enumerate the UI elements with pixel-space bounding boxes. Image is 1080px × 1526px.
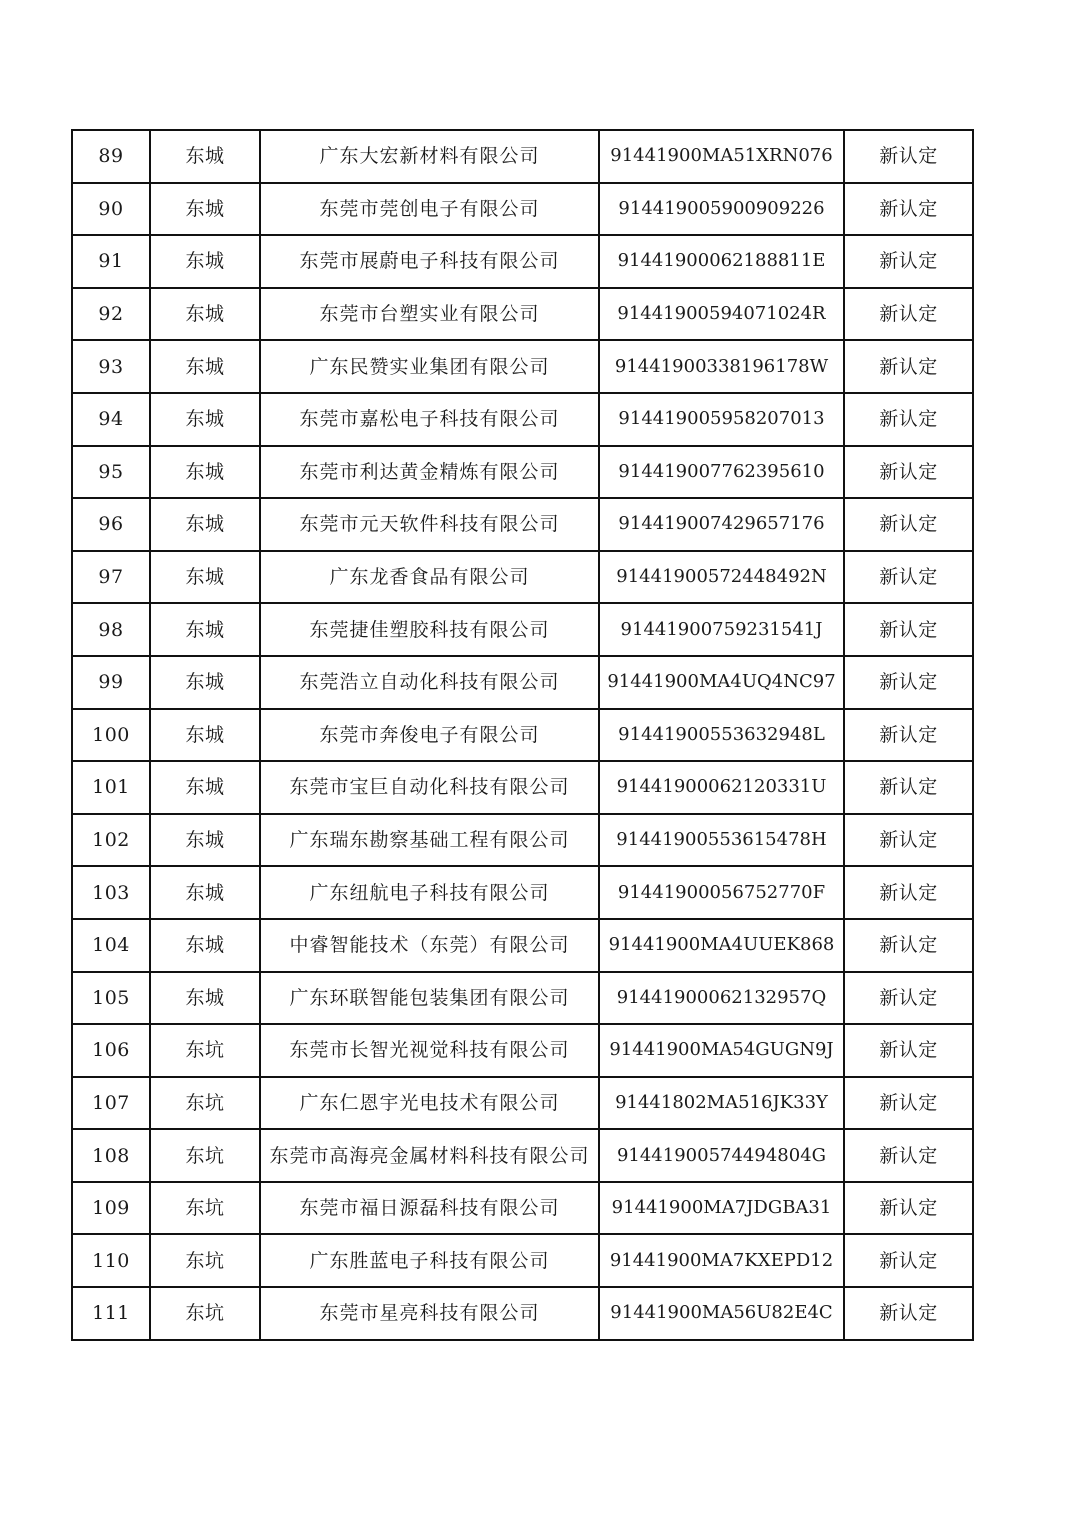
district-cell: 东城 [150,393,260,446]
row-number: 89 [72,130,150,183]
table-row [72,1287,973,1340]
credit-code-cell: 91441900MA4UQ4NC97 [599,656,844,709]
status-cell: 新认定 [844,1077,973,1130]
status-cell: 新认定 [844,498,973,551]
credit-code-cell: 91441900574494804G [599,1129,844,1182]
row-number: 110 [72,1234,150,1287]
company-name-cell: 东莞市长智光视觉科技有限公司 [260,1024,599,1077]
status-cell: 新认定 [844,551,973,604]
enterprise-list-table [71,129,974,1341]
table-row [72,1182,973,1235]
company-name-cell: 东莞浩立自动化科技有限公司 [260,656,599,709]
status-cell: 新认定 [844,1182,973,1235]
row-number: 92 [72,288,150,341]
company-name-cell: 东莞市福日源磊科技有限公司 [260,1182,599,1235]
row-number: 101 [72,761,150,814]
credit-code-cell: 914419007429657176 [599,498,844,551]
row-number: 100 [72,709,150,762]
district-cell: 东坑 [150,1234,260,1287]
credit-code-cell: 91441900062120331U [599,761,844,814]
status-cell: 新认定 [844,919,973,972]
table-row [72,551,973,604]
row-number: 107 [72,1077,150,1130]
company-name-cell: 广东纽航电子科技有限公司 [260,866,599,919]
status-cell: 新认定 [844,761,973,814]
credit-code-cell: 91441900MA7JDGBA31 [599,1182,844,1235]
status-cell: 新认定 [844,866,973,919]
table-row [72,498,973,551]
status-cell: 新认定 [844,603,973,656]
district-cell: 东城 [150,919,260,972]
district-cell: 东城 [150,972,260,1025]
credit-code-cell: 91441900056752770F [599,866,844,919]
status-cell: 新认定 [844,340,973,393]
table-row [72,446,973,499]
district-cell: 东坑 [150,1129,260,1182]
row-number: 104 [72,919,150,972]
status-cell: 新认定 [844,1234,973,1287]
credit-code-cell: 91441900MA56U82E4C [599,1287,844,1340]
credit-code-cell: 91441900594071024R [599,288,844,341]
status-cell: 新认定 [844,972,973,1025]
company-name-cell: 东莞市嘉松电子科技有限公司 [260,393,599,446]
row-number: 95 [72,446,150,499]
company-name-cell: 中睿智能技术（东莞）有限公司 [260,919,599,972]
company-name-cell: 东莞市星亮科技有限公司 [260,1287,599,1340]
district-cell: 东城 [150,183,260,236]
row-number: 99 [72,656,150,709]
table-row [72,761,973,814]
table-row [72,340,973,393]
district-cell: 东城 [150,288,260,341]
company-name-cell: 广东仁恩宇光电技术有限公司 [260,1077,599,1130]
table-row [72,1129,973,1182]
company-name-cell: 广东环联智能包装集团有限公司 [260,972,599,1025]
status-cell: 新认定 [844,1129,973,1182]
company-name-cell: 东莞市莞创电子有限公司 [260,183,599,236]
company-name-cell: 东莞市高海亮金属材料科技有限公司 [260,1129,599,1182]
table-body [72,130,973,1340]
status-cell: 新认定 [844,235,973,288]
status-cell: 新认定 [844,1287,973,1340]
row-number: 106 [72,1024,150,1077]
district-cell: 东城 [150,761,260,814]
district-cell: 东城 [150,709,260,762]
company-name-cell: 东莞市利达黄金精炼有限公司 [260,446,599,499]
company-name-cell: 广东民赞实业集团有限公司 [260,340,599,393]
row-number: 93 [72,340,150,393]
district-cell: 东城 [150,340,260,393]
table-row [72,235,973,288]
table-row [72,709,973,762]
row-number: 97 [72,551,150,604]
credit-code-cell: 914419005958207013 [599,393,844,446]
table-row [72,972,973,1025]
district-cell: 东城 [150,814,260,867]
company-name-cell: 东莞市奔俊电子有限公司 [260,709,599,762]
row-number: 96 [72,498,150,551]
district-cell: 东城 [150,498,260,551]
status-cell: 新认定 [844,1024,973,1077]
company-name-cell: 东莞捷佳塑胶科技有限公司 [260,603,599,656]
row-number: 109 [72,1182,150,1235]
credit-code-cell: 91441900338196178W [599,340,844,393]
credit-code-cell: 91441900MA7KXEPD12 [599,1234,844,1287]
company-name-cell: 东莞市台塑实业有限公司 [260,288,599,341]
company-name-cell: 广东龙香食品有限公司 [260,551,599,604]
table-row [72,1024,973,1077]
row-number: 103 [72,866,150,919]
row-number: 98 [72,603,150,656]
status-cell: 新认定 [844,709,973,762]
table-row [72,656,973,709]
credit-code-cell: 91441900MA51XRN076 [599,130,844,183]
table-row [72,1234,973,1287]
credit-code-cell: 91441900553615478H [599,814,844,867]
credit-code-cell: 91441900572448492N [599,551,844,604]
table-row [72,288,973,341]
credit-code-cell: 914419007762395610 [599,446,844,499]
credit-code-cell: 91441900MA4UUEK868 [599,919,844,972]
company-name-cell: 东莞市元天软件科技有限公司 [260,498,599,551]
credit-code-cell: 91441900553632948L [599,709,844,762]
district-cell: 东城 [150,603,260,656]
district-cell: 东城 [150,235,260,288]
company-name-cell: 东莞市宝巨自动化科技有限公司 [260,761,599,814]
row-number: 91 [72,235,150,288]
credit-code-cell: 91441900MA54GUGN9J [599,1024,844,1077]
status-cell: 新认定 [844,393,973,446]
table-row [72,866,973,919]
credit-code-cell: 91441802MA516JK33Y [599,1077,844,1130]
district-cell: 东城 [150,130,260,183]
row-number: 111 [72,1287,150,1340]
table-row [72,1077,973,1130]
district-cell: 东城 [150,446,260,499]
status-cell: 新认定 [844,446,973,499]
status-cell: 新认定 [844,183,973,236]
credit-code-cell: 91441900062188811E [599,235,844,288]
table-row [72,130,973,183]
row-number: 102 [72,814,150,867]
district-cell: 东坑 [150,1182,260,1235]
row-number: 94 [72,393,150,446]
district-cell: 东坑 [150,1287,260,1340]
district-cell: 东坑 [150,1024,260,1077]
district-cell: 东城 [150,866,260,919]
company-name-cell: 广东大宏新材料有限公司 [260,130,599,183]
table-row [72,814,973,867]
table-row [72,393,973,446]
row-number: 105 [72,972,150,1025]
status-cell: 新认定 [844,130,973,183]
credit-code-cell: 91441900062132957Q [599,972,844,1025]
district-cell: 东城 [150,656,260,709]
status-cell: 新认定 [844,814,973,867]
company-name-cell: 东莞市展蔚电子科技有限公司 [260,235,599,288]
company-name-cell: 广东胜蓝电子科技有限公司 [260,1234,599,1287]
row-number: 108 [72,1129,150,1182]
credit-code-cell: 914419005900909226 [599,183,844,236]
status-cell: 新认定 [844,288,973,341]
district-cell: 东城 [150,551,260,604]
table-row [72,183,973,236]
table-row [72,919,973,972]
company-name-cell: 广东瑞东勘察基础工程有限公司 [260,814,599,867]
district-cell: 东坑 [150,1077,260,1130]
status-cell: 新认定 [844,656,973,709]
row-number: 90 [72,183,150,236]
table-row [72,603,973,656]
credit-code-cell: 91441900759231541J [599,603,844,656]
